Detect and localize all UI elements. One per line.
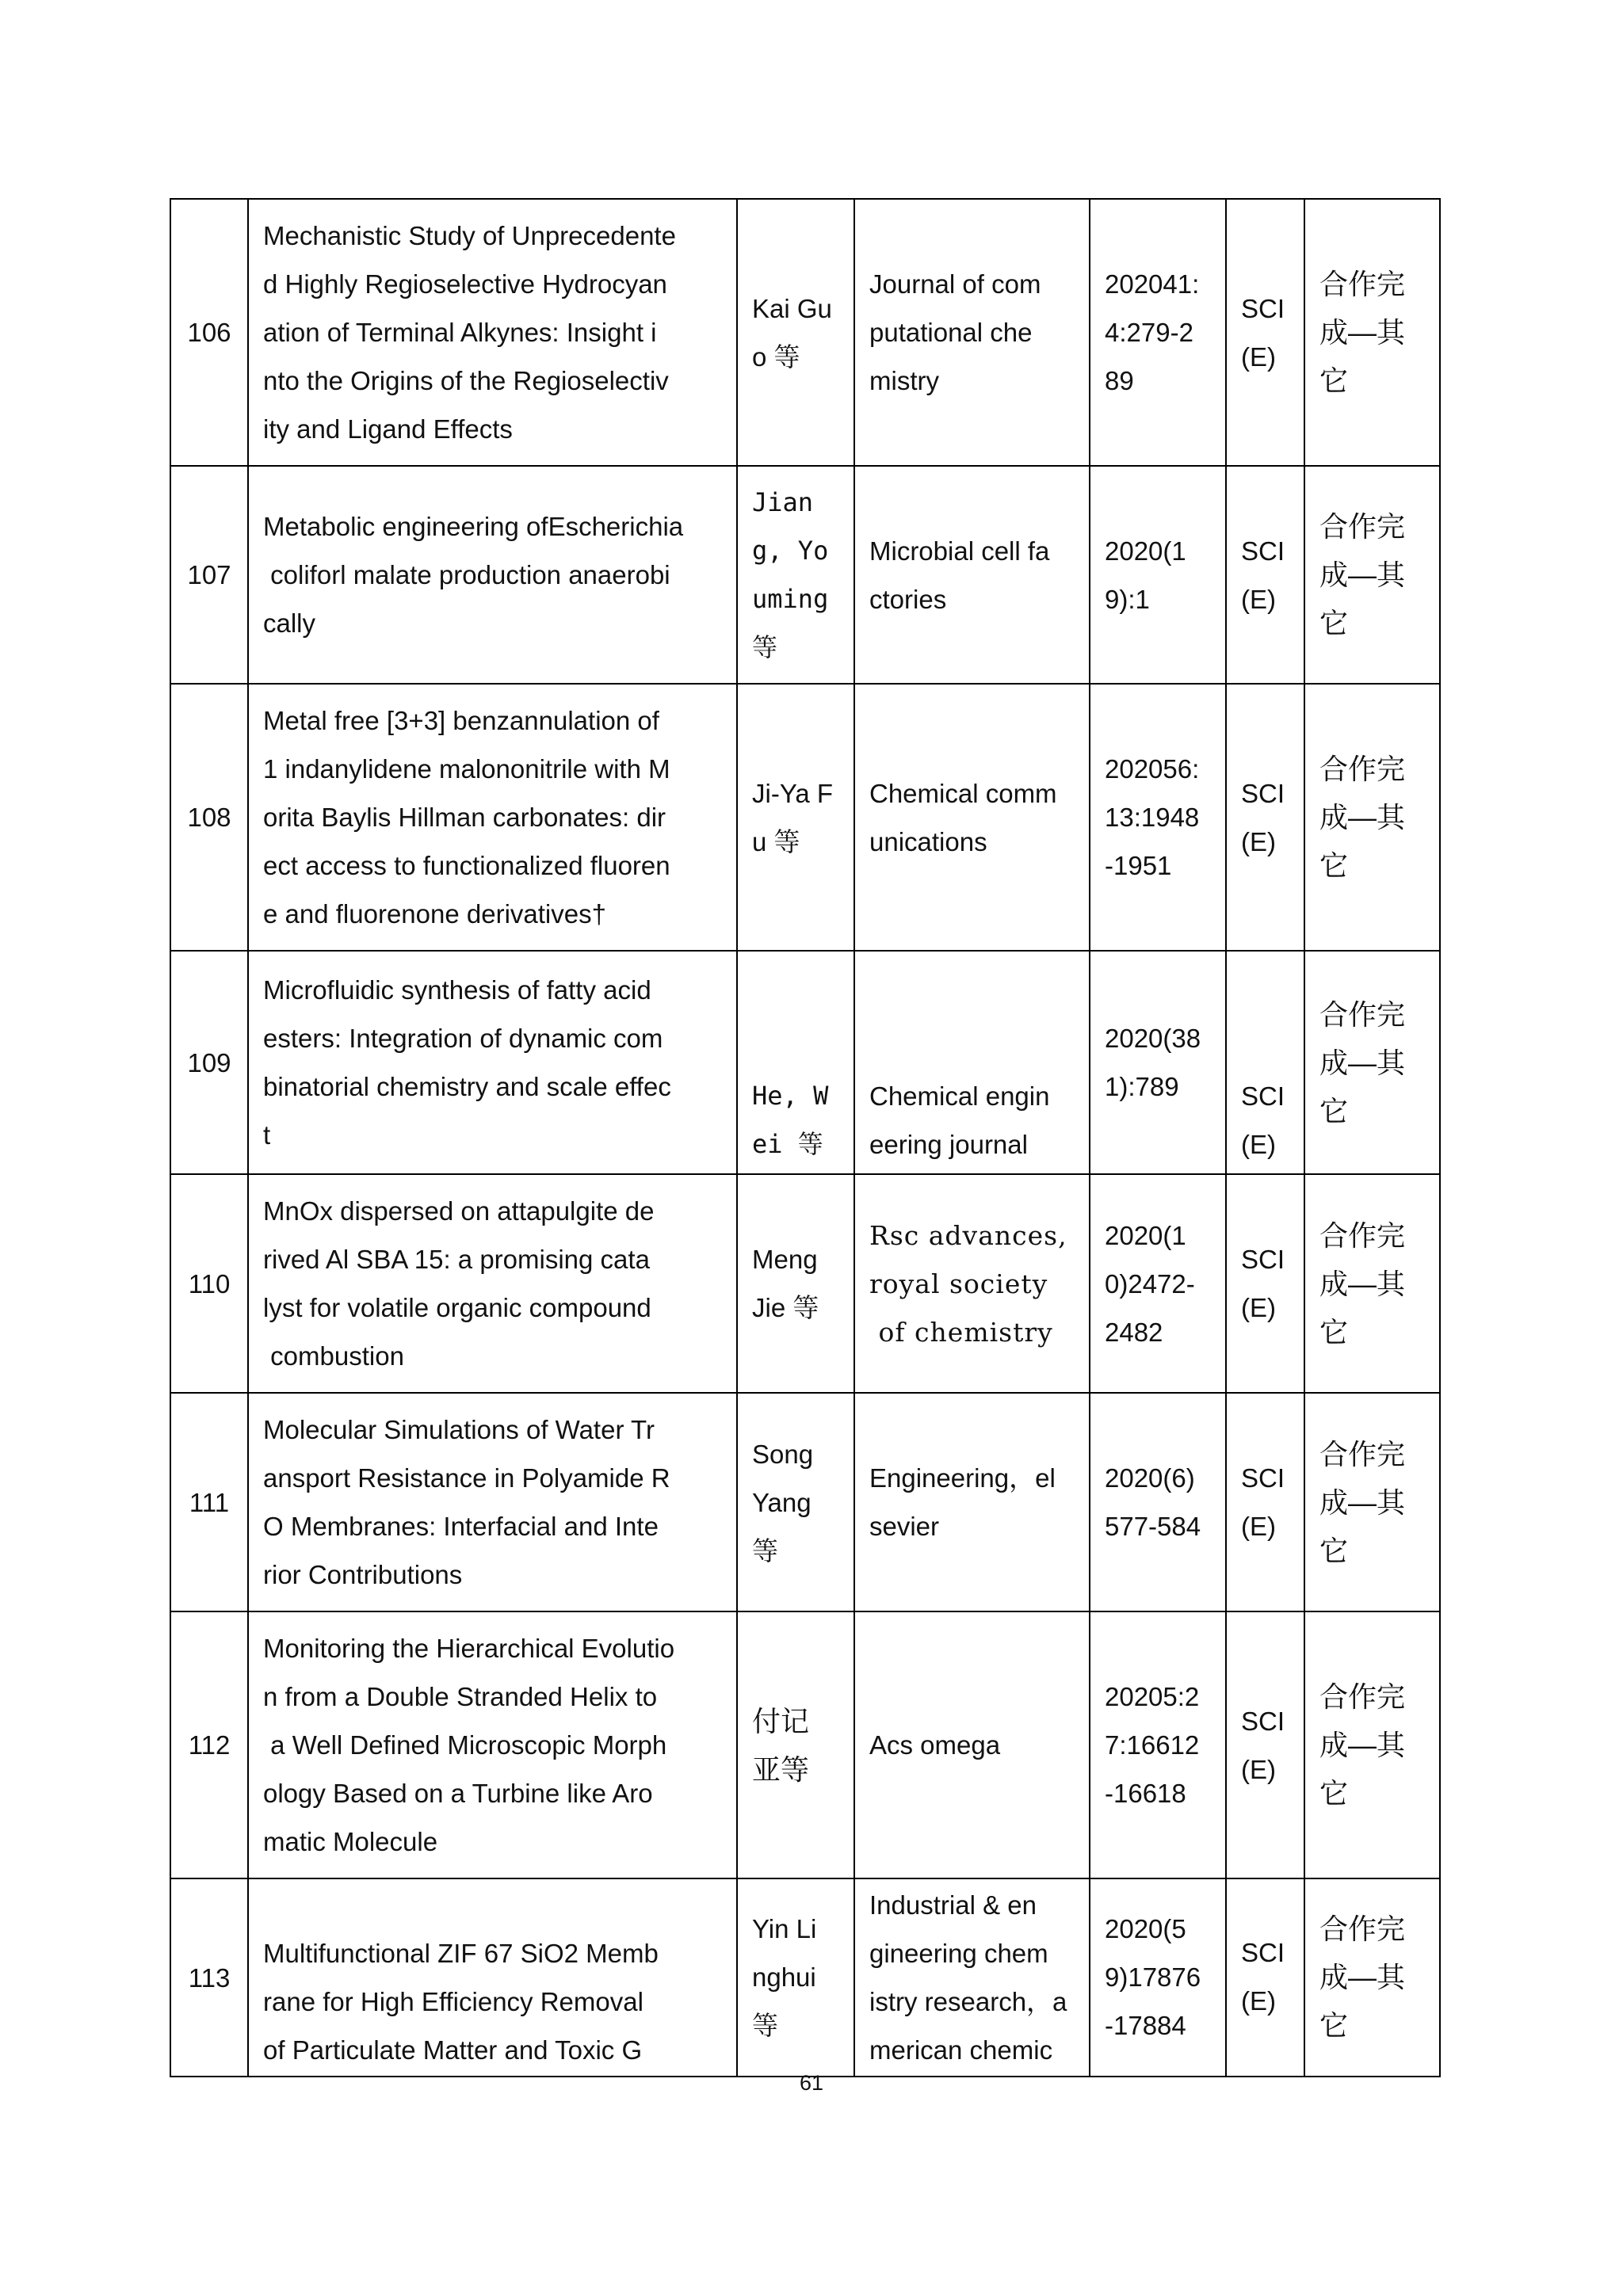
title-cell <box>248 1878 737 2077</box>
cell-line: -16618 <box>1105 1779 1186 1808</box>
cell-line: 亚等 <box>752 1753 810 1786</box>
cell-line: 成—其 <box>1319 559 1406 591</box>
cell-line: cally <box>263 608 316 638</box>
issue-cell <box>1090 951 1226 1174</box>
cell-line: Microbial cell fa <box>869 536 1050 566</box>
cell-line: SCI <box>1241 536 1285 566</box>
cell-line: matic Molecule <box>263 1827 438 1856</box>
cell-line: 它 <box>1319 1777 1349 1810</box>
cell-line: 成—其 <box>1319 316 1406 349</box>
author-cell <box>737 951 854 1174</box>
cell-line: a Well Defined Microscopic Morph <box>263 1730 667 1760</box>
author-cell <box>737 466 854 684</box>
cell-line: 2020(6) <box>1105 1463 1195 1493</box>
cell-line: 2020(5 <box>1105 1913 1186 1943</box>
cell-line: 等 <box>752 631 778 662</box>
cell-line: SCI <box>1241 1706 1285 1736</box>
cell-line: 它 <box>1319 1315 1349 1348</box>
page-number: 61 <box>799 2071 824 2095</box>
table-row <box>170 684 1440 951</box>
cell-line: orita Baylis Hillman carbonates: dir <box>263 803 666 832</box>
publication-table <box>170 198 1441 2077</box>
cell-line: t <box>263 1120 271 1150</box>
cell-line: ect access to functionalized fluoren <box>263 851 670 880</box>
row-number-cell: 109 <box>170 951 248 1174</box>
cell-line: nto the Origins of the Regioselectiv <box>263 366 669 395</box>
cell-line: Metabolic engineering ofEscherichia <box>263 512 684 541</box>
cell-line: ation of Terminal Alkynes: Insight i <box>263 318 657 347</box>
cell-line: Chemical comm <box>869 778 1057 808</box>
cell-line: 0)2472- <box>1105 1268 1195 1299</box>
cell-line: eering journal <box>869 1130 1028 1159</box>
cell-line: SCI <box>1241 1245 1285 1274</box>
role-cell <box>1304 1878 1440 2077</box>
cell-line: 它 <box>1319 1094 1349 1127</box>
cell-line: royal society <box>869 1268 1048 1299</box>
cell-line: Song <box>752 1439 814 1469</box>
cell-line: 成—其 <box>1319 801 1406 833</box>
role-cell <box>1304 951 1440 1174</box>
cell-line: SCI <box>1241 293 1285 323</box>
cell-line: 577-584 <box>1105 1512 1201 1541</box>
role-cell <box>1304 684 1440 951</box>
cell-line: binatorial chemistry and scale effec <box>263 1072 671 1101</box>
author-cell <box>737 1393 854 1611</box>
cell-line: 它 <box>1319 1534 1349 1567</box>
title-cell <box>248 1174 737 1393</box>
journal-cell <box>854 1878 1090 2077</box>
cell-line: -17884 <box>1105 2010 1186 2040</box>
cell-line: ctories <box>869 584 947 614</box>
cell-line: Multifunctional ZIF 67 SiO2 Memb <box>263 1939 659 1968</box>
table-row <box>170 951 1440 1174</box>
index-cell <box>1226 466 1304 684</box>
cell-line: 等 <box>752 1535 778 1566</box>
cell-line: -1951 <box>1105 851 1172 880</box>
cell-line: SCI <box>1241 1938 1285 1967</box>
cell-line: 合作完 <box>1319 1912 1406 1945</box>
index-cell <box>1226 1393 1304 1611</box>
row-number-cell: 113 <box>170 1878 248 2077</box>
cell-line: (E) <box>1241 826 1276 856</box>
cell-line: He, W <box>752 1081 829 1111</box>
cell-line: 成—其 <box>1319 1267 1406 1300</box>
cell-line: 4:279-2 <box>1105 318 1193 347</box>
cell-line: Industrial & en <box>869 1890 1037 1920</box>
cell-line: unications <box>869 826 987 856</box>
cell-line: 合作完 <box>1319 510 1406 543</box>
index-cell <box>1226 684 1304 951</box>
row-number-cell: 110 <box>170 1174 248 1393</box>
journal-cell <box>854 199 1090 466</box>
cell-line: 2020(1 <box>1105 536 1186 566</box>
index-cell <box>1226 1174 1304 1393</box>
cell-line: sevier <box>869 1512 940 1541</box>
cell-line: 2020(1 <box>1105 1220 1186 1250</box>
cell-line: 9)17876 <box>1105 1962 1201 1992</box>
cell-line: Rsc advances, <box>869 1219 1067 1251</box>
title-cell <box>248 466 737 684</box>
cell-line: SCI <box>1241 1081 1285 1111</box>
issue-cell <box>1090 684 1226 951</box>
title-cell <box>248 1393 737 1611</box>
cell-line: rived Al SBA 15: a promising cata <box>263 1245 650 1274</box>
index-cell <box>1226 1611 1304 1878</box>
issue-cell <box>1090 1611 1226 1878</box>
table-row <box>170 1611 1440 1878</box>
journal-cell <box>854 684 1090 951</box>
cell-line: ity and Ligand Effects <box>263 414 513 444</box>
cell-line: (E) <box>1241 584 1276 614</box>
cell-line: 7:16612 <box>1105 1730 1200 1760</box>
cell-line: 20205:2 <box>1105 1682 1200 1711</box>
cell-line: 合作完 <box>1319 1437 1406 1470</box>
cell-line: Yin Li <box>752 1913 817 1943</box>
author-cell <box>737 1878 854 2077</box>
role-cell <box>1304 199 1440 466</box>
cell-line: 合作完 <box>1319 753 1406 785</box>
cell-line: of chemistry <box>869 1316 1053 1348</box>
cell-line: d Highly Regioselective Hydrocyan <box>263 269 667 299</box>
cell-line: e and fluorenone derivatives† <box>263 899 606 929</box>
index-cell <box>1226 1878 1304 2077</box>
journal-cell <box>854 951 1090 1174</box>
cell-line: 它 <box>1319 607 1349 639</box>
cell-line: g, Yo <box>752 535 829 566</box>
index-cell <box>1226 199 1304 466</box>
index-cell <box>1226 951 1304 1174</box>
cell-line: 2020(38 <box>1105 1024 1201 1053</box>
cell-line: Jian <box>752 486 814 517</box>
cell-line: Monitoring the Hierarchical Evolutio <box>263 1634 675 1663</box>
cell-line: ology Based on a Turbine like Aro <box>263 1779 653 1808</box>
cell-line: 成—其 <box>1319 1960 1406 1993</box>
cell-line: 它 <box>1319 2008 1349 2042</box>
cell-line: SCI <box>1241 778 1285 808</box>
cell-line: ansport Resistance in Polyamide R <box>263 1463 670 1493</box>
cell-line: gineering chem <box>869 1939 1048 1968</box>
cell-line: (E) <box>1241 1293 1276 1322</box>
cell-line: esters: Integration of dynamic com <box>263 1024 663 1053</box>
table-row <box>170 1174 1440 1393</box>
issue-cell <box>1090 1878 1226 2077</box>
cell-line: of Particulate Matter and Toxic G <box>263 2035 643 2065</box>
role-cell <box>1304 1174 1440 1393</box>
cell-line: 13:1948 <box>1105 803 1200 832</box>
cell-line: (E) <box>1241 1130 1276 1159</box>
cell-line: Microfluidic synthesis of fatty acid <box>263 975 651 1005</box>
author-cell <box>737 1174 854 1393</box>
issue-cell <box>1090 466 1226 684</box>
cell-line: 89 <box>1105 366 1134 395</box>
author-cell <box>737 684 854 951</box>
table-row <box>170 466 1440 684</box>
cell-line: lyst for volatile organic compound <box>263 1293 651 1322</box>
cell-line: mistry <box>869 366 939 395</box>
cell-line: Mechanistic Study of Unprecedente <box>263 221 676 250</box>
cell-line: SCI <box>1241 1463 1285 1493</box>
cell-line: 2482 <box>1105 1317 1163 1347</box>
cell-line: Kai Gu <box>752 293 832 323</box>
title-cell <box>248 951 737 1174</box>
cell-line: ei 等 <box>752 1129 823 1159</box>
row-number-cell: 112 <box>170 1611 248 1878</box>
issue-cell <box>1090 1174 1226 1393</box>
cell-line: (E) <box>1241 1754 1276 1784</box>
cell-line: istry research，a <box>869 1987 1067 2016</box>
cell-line: Engineering，el <box>869 1463 1056 1493</box>
cell-line: (E) <box>1241 1512 1276 1541</box>
cell-line: Molecular Simulations of Water Tr <box>263 1415 655 1444</box>
cell-line: 合作完 <box>1319 268 1406 300</box>
author-cell <box>737 1611 854 1878</box>
cell-line: Journal of com <box>869 269 1041 299</box>
cell-line: Chemical engin <box>869 1081 1050 1111</box>
cell-line: o 等 <box>752 341 800 372</box>
cell-line: Meng <box>752 1245 818 1274</box>
cell-line: (E) <box>1241 341 1276 372</box>
cell-line: rior Contributions <box>263 1560 463 1589</box>
role-cell <box>1304 1393 1440 1611</box>
table-row <box>170 199 1440 466</box>
cell-line: 合作完 <box>1319 1219 1406 1252</box>
author-cell <box>737 199 854 466</box>
cell-line: putational che <box>869 318 1033 347</box>
cell-line: coliforl malate production anaerobi <box>263 560 670 589</box>
cell-line: Ji-Ya F <box>752 778 834 808</box>
issue-cell <box>1090 1393 1226 1611</box>
cell-line: nghui <box>752 1962 816 1992</box>
row-number-cell: 107 <box>170 466 248 684</box>
cell-line: MnOx dispersed on attapulgite de <box>263 1196 655 1226</box>
cell-line: Yang <box>752 1487 812 1517</box>
cell-line: O Membranes: Interfacial and Inte <box>263 1512 659 1541</box>
cell-line: 成—其 <box>1319 1486 1406 1519</box>
cell-line: 成—其 <box>1319 1046 1406 1079</box>
cell-line: Jie 等 <box>752 1293 819 1322</box>
cell-line: 9):1 <box>1105 584 1150 614</box>
title-cell <box>248 1611 737 1878</box>
cell-line: 合作完 <box>1319 997 1406 1031</box>
title-cell <box>248 199 737 466</box>
journal-cell <box>854 1393 1090 1611</box>
table-row <box>170 1878 1440 2077</box>
cell-line: Metal free [3+3] benzannulation of <box>263 706 659 735</box>
cell-line: 付记 <box>752 1704 810 1737</box>
cell-line: Acs omega <box>869 1730 1001 1760</box>
cell-line: 202041: <box>1105 269 1200 299</box>
cell-line: u 等 <box>752 826 800 856</box>
issue-cell <box>1090 199 1226 466</box>
table-row <box>170 1393 1440 1611</box>
cell-line: 等 <box>752 2010 778 2040</box>
row-number-cell: 111 <box>170 1393 248 1611</box>
journal-cell <box>854 466 1090 684</box>
cell-line: 1):789 <box>1105 1072 1179 1101</box>
cell-line: uming <box>752 583 829 614</box>
journal-cell <box>854 1174 1090 1393</box>
cell-line: merican chemic <box>869 2035 1053 2065</box>
role-cell <box>1304 466 1440 684</box>
cell-line: 202056: <box>1105 754 1200 784</box>
title-cell <box>248 684 737 951</box>
cell-line: 它 <box>1319 364 1349 397</box>
role-cell <box>1304 1611 1440 1878</box>
cell-line: combustion <box>263 1341 404 1371</box>
cell-line: n from a Double Stranded Helix to <box>263 1682 658 1711</box>
row-number-cell: 108 <box>170 684 248 951</box>
cell-line: 它 <box>1319 849 1349 882</box>
cell-line: 合作完 <box>1319 1680 1406 1713</box>
cell-line: 1 indanylidene malononitrile with M <box>263 754 670 784</box>
cell-line: rane for High Efficiency Removal <box>263 1987 643 2016</box>
row-number-cell: 106 <box>170 199 248 466</box>
cell-line: (E) <box>1241 1986 1276 2016</box>
cell-line: 成—其 <box>1319 1729 1406 1761</box>
journal-cell <box>854 1611 1090 1878</box>
